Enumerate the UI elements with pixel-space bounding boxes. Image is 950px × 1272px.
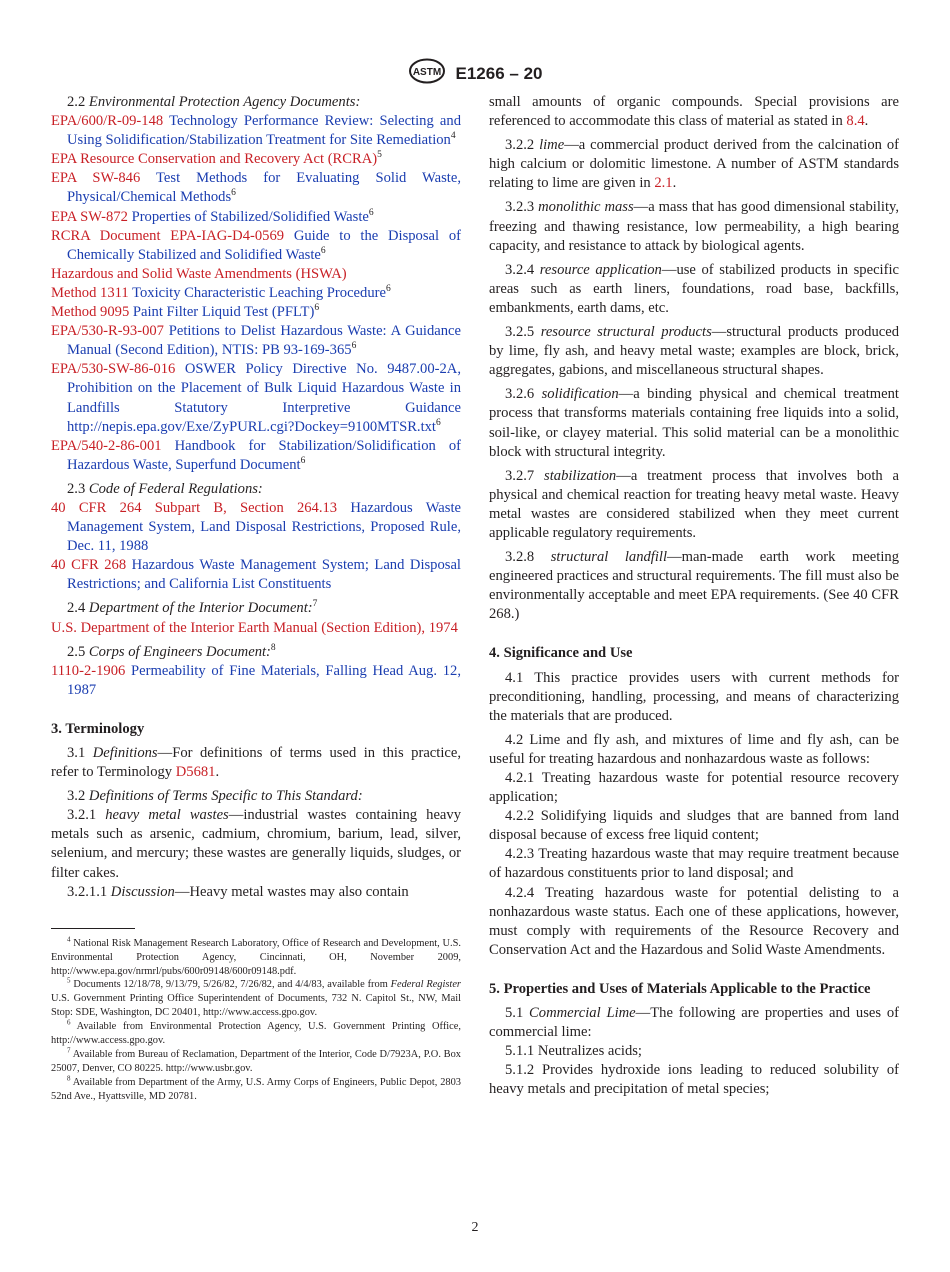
- section-2-2-heading: 2.2 Environmental Protection Agency Documents:: [67, 94, 361, 110]
- ref-40-cfr-264: [51, 499, 461, 556]
- ref-link[interactable]: EPA SW-846: [51, 170, 141, 187]
- ref-title-link[interactable]: OSWER Policy Directive No. 9487.00-2A, Prohibition on the Placement of Bulk Liquid Hazardous Waste in Landfills Statutory Interpretive Guidance http://nepis.epa.gov/Exe/ZyPURL.cgi?Dockey=9100MTSR.txt: [67, 361, 461, 435]
- section-2-3-heading: 2.3 Code of Federal Regulations:: [67, 480, 263, 497]
- footnote-6: $^6$ Available from Environmental Protection Agency, U.S. Government Printing Office, http://www.access.gpo.gov.: [51, 1018, 461, 1047]
- ref-40-cfr-268: [51, 556, 461, 594]
- ref-title-link[interactable]: Paint Filter Liquid Test (PFLT): [132, 304, 315, 321]
- page-header: [0, 58, 950, 89]
- ref-epa-600-r-09-148: EPA/600/R-09-148 Technology Performance Review: Selecting and Using Solidification/Stabilization Treatment for Site Remediation$^4$: [51, 113, 461, 149]
- para-3-2-6: 3.2.6 solidification—a binding physical and chemical treatment process that transforms materials containing free liquids into a solid, soil-like, or clayey material. This solid material can be a monolithic block with structural integrity.: [489, 386, 899, 460]
- section-2-4-heading: 2.4 Department of the Interior Document:$^7$: [67, 599, 318, 617]
- ref-epa-rcra: EPA Resource Conservation and Recovery Act (RCRA)$^5$: [51, 150, 382, 168]
- ref-hswa: [51, 265, 461, 284]
- para-3-1: 3.1 Definitions—For definitions of terms used in this practice, refer to Terminology D5681.: [51, 745, 461, 781]
- section-3-heading: 3. Terminology: [51, 720, 145, 737]
- document-designation: E1266 – 20: [455, 63, 543, 83]
- para-3-2-3: 3.2.3 monolithic mass—a mass that has good dimensional stability, freezing and thawing resistance, low permeability, a high bearing capacity, and resistance to attack by biological agents.: [489, 199, 899, 254]
- ref-link[interactable]: EPA/600/R-09-148: [51, 113, 164, 130]
- ref-link[interactable]: EPA/530-R-93-007: [51, 323, 164, 340]
- ref-title-link[interactable]: Toxicity Characteristic Leaching Procedure: [132, 284, 386, 301]
- para-4-2-2: 4.2.2 Solidifying liquids and sludges that are banned from land disposal because of excess free liquid content;: [489, 808, 899, 844]
- ref-title-link[interactable]: Test Methods for Evaluating Solid Waste, Physical/Chemical Methods: [67, 170, 461, 206]
- ref-link[interactable]: Method 1311: [51, 284, 129, 301]
- ref-epa-530-r-93-007: EPA/530-R-93-007 Petitions to Delist Hazardous Waste: A Guidance Manual (Second Edition), NTIS: PB $93-169-365^6$: [51, 323, 461, 359]
- ref-rcra-iag-d4-0569: RCRA Document EPA-IAG-D4-0569 Guide to the Disposal of Chemically Stabilized and Solidified Waste$^6$: [51, 227, 461, 263]
- para-3-2-2: 3.2.2 lime—a commercial product derived from the calcination of high calcium or dolomitic limestone. A number of ASTM standards relating to lime are given in 2.1.: [489, 137, 899, 192]
- para-4-2-1: 4.2.1 Treating hazardous waste for potential resource recovery application;: [489, 770, 899, 806]
- ref-epa-sw-846: EPA SW-846 Test Methods for Evaluating Solid Waste, Physical/Chemical Methods$^6$: [51, 170, 461, 206]
- para-3-2-8: 3.2.8 structural landfill—man-made earth work meeting engineered practices and structural requirements. The fill must also be environmentally acceptable and meet EPA requirements. (See 40 CFR 268.): [489, 549, 899, 623]
- astm-logo-text: ASTM: [412, 67, 441, 78]
- ref-epa-sw-872: EPA SW-872 Properties of Stabilized/Solidified Waste$^6$: [51, 207, 374, 225]
- left-column: [51, 93, 461, 1104]
- para-5-1-2: 5.1.2 Provides hydroxide ions leading to reduced solubility of heavy metals and precipitation of metal species;: [489, 1062, 899, 1098]
- ref-doi-earth-manual: [51, 619, 461, 638]
- para-3-2-7: 3.2.7 stabilization—a treatment process that involves both a physical and chemical reaction for treating heavy metal waste. Heavy metal wastes are considered stabilized when they meet current applicable regulatory requirements.: [489, 467, 900, 541]
- para-3-2: 3.2 Definitions of Terms Specific to This Standard:: [67, 788, 363, 805]
- page-number: 2: [471, 1220, 479, 1235]
- ref-title-link[interactable]: Petitions to Delist Hazardous Waste: A Guidance Manual (Second Edition), NTIS: PB 93-169-365: [67, 323, 461, 359]
- para-3-2-1-1-continued: small amounts of organic compounds. Special provisions are referenced to accommodate this class of material as stated in 8.4.: [489, 94, 899, 130]
- ref-epa-530-sw-86-016: EPA/530-SW-86-016 OSWER Policy Directive No. 9487.00-2A, Prohibition on the Placement of Bulk Liquid Hazardous Waste in Landfills Statutory Interpretive Guidance http://nepis.epa.gov/Exe/ZyPURL.cgi?Dockey=9100MTSR.txt$^6$: [51, 361, 461, 435]
- section-2-1-link[interactable]: 2.1: [654, 175, 673, 192]
- ref-link[interactable]: EPA SW-872: [51, 208, 128, 225]
- ref-epa-540-2-86-001: EPA/540-2-86-001 Handbook for Stabilization/Solidification of Hazardous Waste, Superfund Document$^6$: [51, 437, 462, 473]
- ref-title-link[interactable]: Handbook for Stabilization/Solidification of Hazardous Waste, Superfund Document: [67, 437, 462, 473]
- section-4-heading: 4. Significance and Use: [489, 645, 633, 662]
- para-4-1: 4.1 This practice provides users with current methods for preconditioning, handling, processing, and means of characterizing the materials that are produced.: [489, 669, 899, 724]
- astm-logo-icon: [408, 58, 446, 89]
- para-5-1: 5.1 Commercial Lime—The following are properties and uses of commercial lime:: [489, 1005, 899, 1041]
- ref-link[interactable]: 1110-2-1906: [51, 662, 126, 679]
- ref-link[interactable]: 40 CFR 268: [51, 557, 127, 574]
- para-4-2-3: 4.2.3 Treating hazardous waste that may require treatment because of hazardous constituents prior to land disposal; and: [489, 846, 899, 882]
- ref-method-9095: Method 9095 Paint Filter Liquid Test (PFLT)$^6$: [51, 303, 320, 321]
- para-4-2: 4.2 Lime and fly ash, and mixtures of lime and fly ash, can be useful for treating hazardous and nonhazardous waste as follows:: [489, 731, 899, 767]
- para-3-2-4: 3.2.4 resource application—use of stabilized products in specific areas such as earth liners, foundations, road base, backfills, embankments, earth dams, etc.: [489, 261, 899, 316]
- section-8-4-link[interactable]: 8.4: [846, 113, 865, 130]
- ref-link[interactable]: EPA Resource Conservation and Recovery Act (RCRA): [51, 151, 378, 168]
- para-5-1-1: 5.1.1 Neutralizes acids;: [505, 1043, 642, 1060]
- right-column: [489, 93, 899, 1100]
- section-5-heading: 5. Properties and Uses of Materials Applicable to the Practice: [489, 980, 871, 997]
- section-2-5-heading: 2.5 Corps of Engineers Document:$^8$: [67, 642, 276, 660]
- ref-link[interactable]: Method 9095: [51, 304, 130, 321]
- ref-link[interactable]: Hazardous and Solid Waste Amendments (HSWA): [51, 265, 347, 282]
- footnote-divider: [51, 928, 135, 929]
- ref-link[interactable]: EPA/540-2-86-001: [51, 437, 162, 454]
- para-3-2-5: 3.2.5 resource structural products—structural products produced by lime, fly ash, and heavy metal waste; examples are block, brick, aggregates, gabions, and miscellaneous structural shapes.: [489, 324, 900, 379]
- footnote-8: $^8$ Available from Department of the Army, U.S. Army Corps of Engineers, Public Depot, 2803 52nd Ave., Hyattsville, MD 20781.: [51, 1074, 461, 1102]
- para-3-2-1: 3.2.1 heavy metal wastes—industrial wastes containing heavy metals such as arsenic, cadmium, chromium, barium, lead, silver, selenium, and mercury; these wastes are generally liquids, sludges, or filter cakes.: [51, 807, 461, 881]
- ref-title-link[interactable]: Hazardous Waste Management System, Land Disposal Restrictions, Proposed Rule, Dec. 11, 1988: [67, 499, 461, 555]
- footnote-5: $^5$ Documents 12/18/78, 9/13/79, 5/26/82, 7/26/82, and 4/4/83, available from Federal Register U.S. Government Printing Office Superintendent of Documents, 732 N. Capitol St., NW, Mail Stop: SDE, Washington, DC 20401, http://www.access.gpo.gov.: [51, 977, 461, 1019]
- ref-link[interactable]: 40 CFR 264 Subpart B, Section 264.13: [51, 499, 338, 516]
- ref-link[interactable]: EPA/530-SW-86-016: [51, 361, 176, 378]
- ref-title-link[interactable]: Hazardous Waste Management System; Land Disposal Restrictions; and California List Constituents: [67, 557, 461, 593]
- para-3-2-1-1: 3.2.1.1 Discussion—Heavy metal wastes may also contain: [67, 883, 409, 900]
- ref-title-link[interactable]: Permeability of Fine Materials, Falling Head Aug. 12, 1987: [67, 662, 461, 698]
- ref-title-link[interactable]: Properties of Stabilized/Solidified Waste: [131, 208, 369, 225]
- ref-1110-2-1906: [51, 662, 461, 700]
- d5681-link[interactable]: D5681: [175, 764, 216, 781]
- footnote-7: $^7$ Available from Bureau of Reclamation, Department of the Interior, Code D/7923A, P.O. Box 25007, Denver, CO 80225. http://www.usbr.gov.: [51, 1046, 461, 1074]
- footnote-4: $^4$ National Risk Management Research Laboratory, Office of Research and Development, U.S. Environmental Protection Agency, Cincinnati, OH, November 2009, http://www.epa.gov/nrmrl/pubs/600r09148/600r09148.pdf.: [51, 935, 461, 977]
- ref-title-link[interactable]: Guide to the Disposal of Chemically Stabilized and Solidified Waste: [67, 227, 461, 263]
- ref-link[interactable]: U.S. Department of the Interior Earth Manual (Section Edition), 1974: [51, 619, 458, 636]
- ref-title-link[interactable]: Technology Performance Review: Selecting and Using Solidification/Stabilization Treatment for Site Remediation: [67, 113, 461, 149]
- para-4-2-4: 4.2.4 Treating hazardous waste for potential delisting to a nonhazardous waste status. Each one of these applications, however, must comply with requirements of the Resource Recovery and Conservation Act and the Hazardous and Solid Waste Amendments.: [489, 884, 899, 958]
- ref-link[interactable]: RCRA Document EPA-IAG-D4-0569: [51, 227, 285, 244]
- ref-method-1311: Method 1311 Toxicity Characteristic Leaching Procedure$^6$: [51, 284, 391, 301]
